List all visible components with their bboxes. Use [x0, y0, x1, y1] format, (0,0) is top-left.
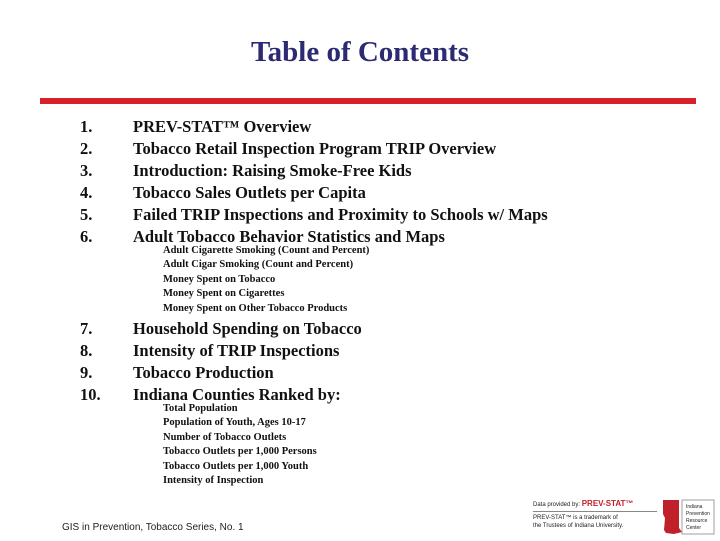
page-title: Table of Contents [250, 36, 470, 68]
toc-subitem[interactable]: Population of Youth, Ages 10-17 [163, 417, 306, 428]
toc-item-number: 1. [80, 117, 93, 136]
toc-item-number: 10. [80, 385, 101, 404]
toc-subitem[interactable]: Tobacco Outlets per 1,000 Persons [163, 446, 317, 457]
toc-item-number: 4. [80, 183, 93, 202]
toc-item-number: 2. [80, 139, 93, 158]
toc-item-text: Intensity of TRIP Inspections [133, 341, 340, 360]
toc-item-number: 9. [80, 363, 93, 382]
trademark-line-2: the Trustees of Indiana University. [533, 523, 624, 529]
toc-subitem[interactable]: Money Spent on Other Tobacco Products [163, 303, 348, 314]
toc-item-number: 8. [80, 341, 93, 360]
seal-text-4: Center [686, 525, 702, 531]
credit-brand: PREV-STAT™ [581, 499, 634, 508]
toc-item-number: 3. [80, 161, 93, 180]
toc-item-number: 5. [80, 205, 93, 224]
iprc-logo [660, 498, 716, 536]
seal-text-1: Indiana [686, 504, 703, 510]
toc-subitem[interactable]: Adult Cigar Smoking (Count and Percent) [163, 259, 354, 270]
toc-subitem[interactable]: Money Spent on Cigarettes [163, 288, 285, 299]
toc-item-number: 6. [80, 227, 93, 246]
toc-subitem[interactable]: Intensity of Inspection [163, 475, 264, 486]
toc-item-text: Adult Tobacco Behavior Statistics and Maps [133, 227, 445, 246]
toc-item-text: Tobacco Sales Outlets per Capita [133, 183, 366, 202]
toc-item-text: Household Spending on Tobacco [133, 319, 362, 338]
title-divider [40, 98, 696, 104]
credit-provided-by: Data provided by: [533, 502, 581, 508]
seal-text-3: Resource [686, 518, 708, 524]
toc-subitem[interactable]: Tobacco Outlets per 1,000 Youth [163, 461, 309, 472]
toc-subitem[interactable]: Total Population [163, 403, 238, 414]
toc-item-number: 7. [80, 319, 93, 338]
data-credit [533, 500, 657, 509]
indiana-state-logo-icon [660, 498, 716, 536]
trademark-line-1: PREV-STAT™ is a trademark of [533, 515, 618, 521]
toc-subitem[interactable]: Number of Tobacco Outlets [163, 432, 287, 443]
toc-subitem[interactable]: Money Spent on Tobacco [163, 274, 276, 285]
seal-text-2: Prevention [686, 511, 710, 517]
toc-item-text: Introduction: Raising Smoke-Free Kids [133, 161, 412, 180]
toc-subitem[interactable]: Adult Cigarette Smoking (Count and Percent) [163, 245, 370, 256]
toc-item-text: Failed TRIP Inspections and Proximity to Schools w/ Maps [133, 205, 548, 224]
credit-divider [533, 511, 657, 512]
trademark-notice [533, 514, 657, 530]
footer-series-label: GIS in Prevention, Tobacco Series, No. 1 [62, 522, 244, 533]
toc-item-text: Tobacco Production [133, 363, 274, 382]
toc-item-text: PREV-STAT™ Overview [133, 117, 312, 136]
toc-item-text: Tobacco Retail Inspection Program TRIP Overview [133, 139, 497, 158]
toc-item-text: Indiana Counties Ranked by: [133, 385, 341, 404]
